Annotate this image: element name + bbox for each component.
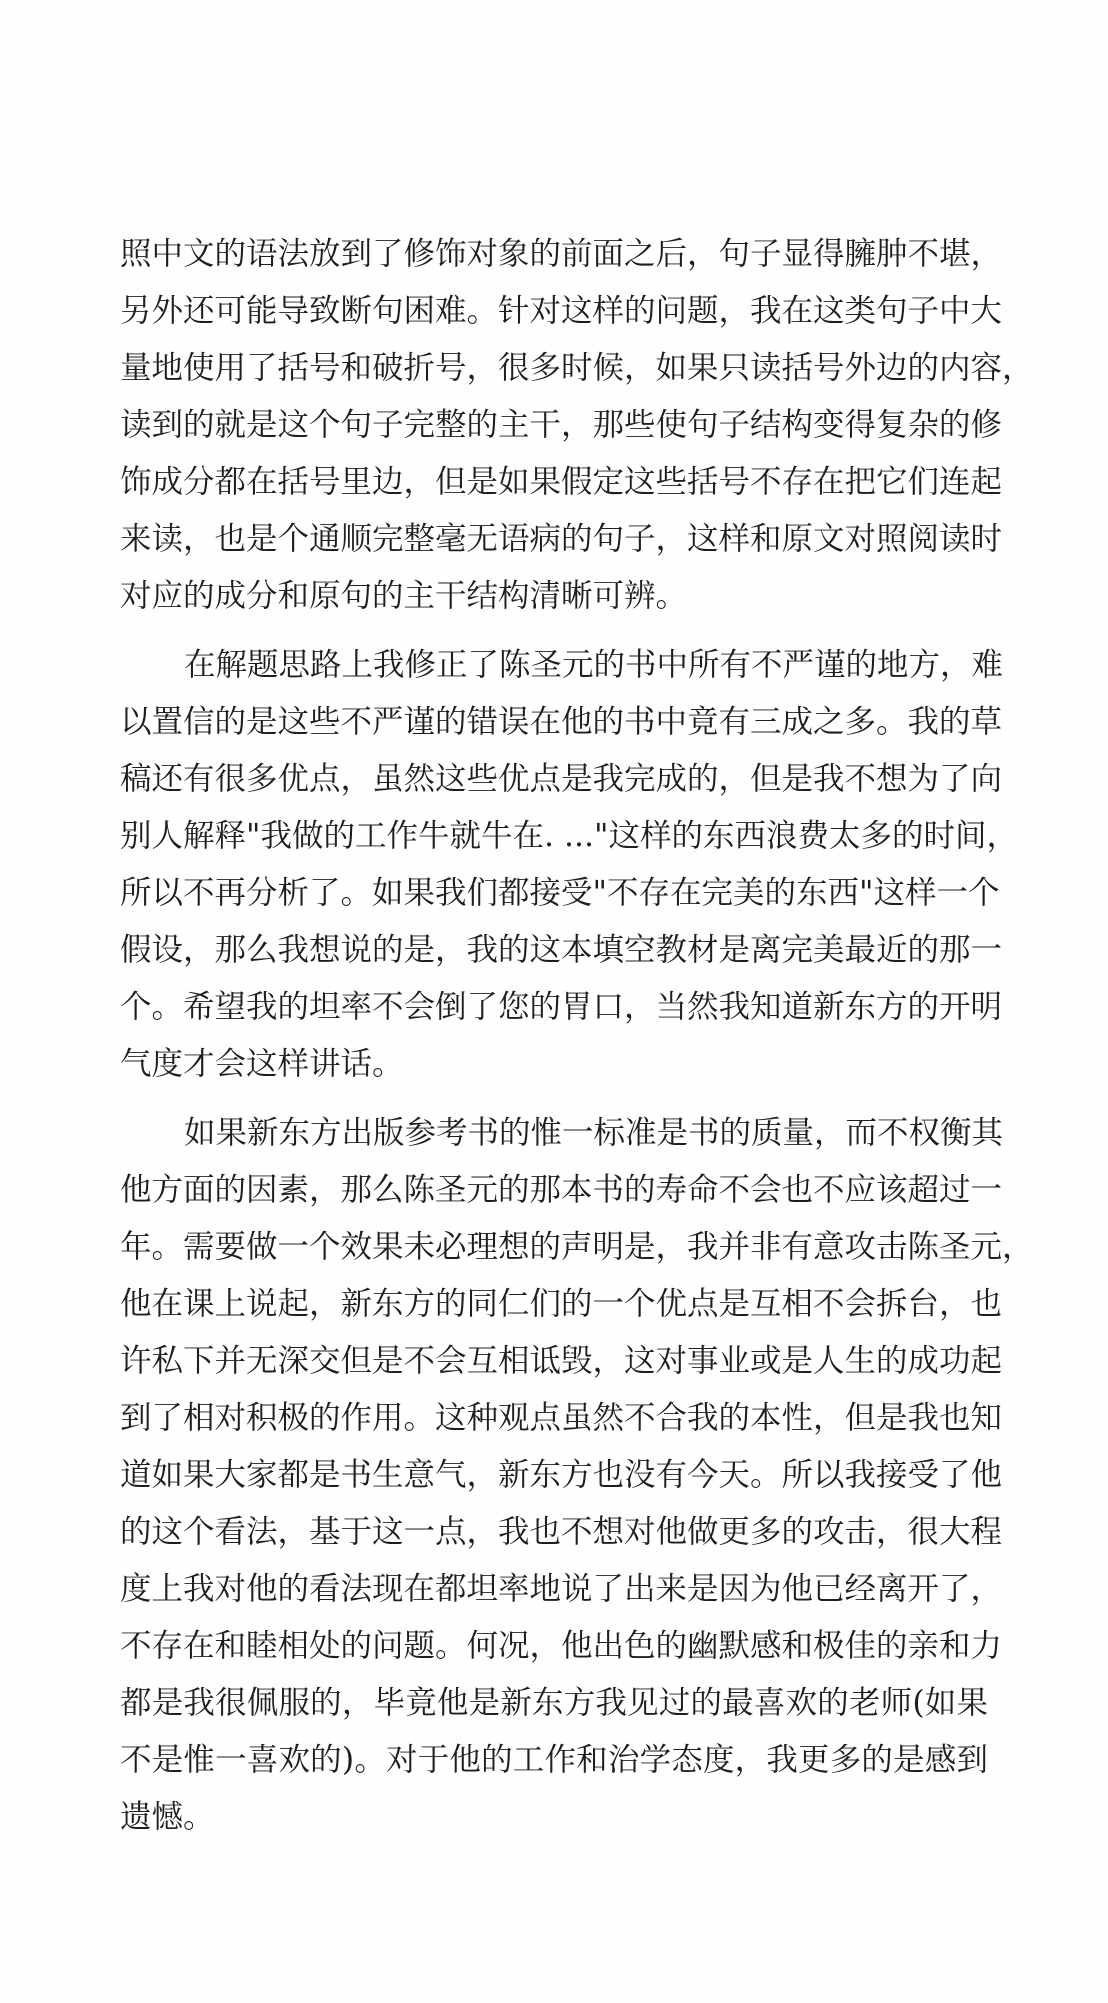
text-line: 气度才会这样讲话。 [120, 1046, 404, 1082]
text-line: 另外还可能导致断句困难。针对这样的问题，我在这类句子中大 [120, 293, 1003, 329]
text-line: 许私下并无深交但是不会互相诋毁，这对事业或是人生的成功起 [120, 1343, 1003, 1379]
text-line: 别人解释"我做的工作牛就牛在. ..."这样的东西浪费太多的时间， [120, 818, 1019, 854]
text-line: 在解题思路上我修正了陈圣元的书中所有不严谨的地方，难 [184, 647, 1004, 683]
text-line: 都是我很佩服的，毕竟他是新东方我见过的最喜欢的老师(如果 [120, 1685, 988, 1721]
text-line: 年。需要做一个效果未必理想的声明是，我并非有意攻击陈圣元， [120, 1229, 1034, 1265]
text-line: 对应的成分和原句的主干结构清晰可辨。 [120, 578, 688, 614]
text-line: 稿还有很多优点，虽然这些优点是我完成的，但是我不想为了向 [120, 761, 1003, 797]
text-line: 不是惟一喜欢的)。对于他的工作和治学态度，我更多的是感到 [120, 1742, 988, 1778]
text-line: 读到的就是这个句子完整的主干，那些使句子结构变得复杂的修 [120, 407, 1003, 443]
text-line: 假设，那么我想说的是，我的这本填空教材是离完美最近的那一 [120, 932, 1003, 968]
text-line: 以置信的是这些不严谨的错误在他的书中竟有三成之多。我的草 [120, 704, 1003, 740]
paragraph-spacer [120, 625, 988, 637]
text-line: 道如果大家都是书生意气，新东方也没有今天。所以我接受了他 [120, 1457, 1003, 1493]
text-line: 不存在和睦相处的问题。何况，他出色的幽默感和极佳的亲和力 [120, 1628, 1003, 1664]
text-line: 所以不再分析了。如果我们都接受"不存在完美的东西"这样一个 [120, 875, 1000, 911]
text-line: 到了相对积极的作用。这种观点虽然不合我的本性，但是我也知 [120, 1400, 1003, 1436]
paragraph-2 [120, 637, 1019, 1093]
text-line: 遗憾。 [120, 1799, 215, 1835]
text-line: 来读，也是个通顺完整毫无语病的句子，这样和原文对照阅读时 [120, 521, 1003, 557]
paragraph-1 [120, 226, 1034, 625]
text-line: 照中文的语法放到了修饰对象的前面之后，句子显得臃肿不堪， [120, 236, 1003, 272]
text-line: 量地使用了括号和破折号，很多时候，如果只读括号外边的内容， [120, 350, 1034, 386]
document-body [120, 226, 1034, 1846]
text-line: 他方面的因素，那么陈圣元的那本书的寿命不会也不应该超过一 [120, 1172, 1003, 1208]
text-line: 度上我对他的看法现在都坦率地说了出来是因为他已经离开了， [120, 1571, 1003, 1607]
paragraph-spacer [120, 1093, 988, 1105]
paragraph-3 [120, 1105, 1034, 1846]
text-line: 个。希望我的坦率不会倒了您的胃口，当然我知道新东方的开明 [120, 989, 1003, 1025]
text-line: 如果新东方出版参考书的惟一标准是书的质量，而不权衡其 [184, 1115, 1004, 1151]
text-line: 饰成分都在括号里边，但是如果假定这些括号不存在把它们连起 [120, 464, 1003, 500]
text-line: 的这个看法，基于这一点，我也不想对他做更多的攻击，很大程 [120, 1514, 1003, 1550]
text-line: 他在课上说起，新东方的同仁们的一个优点是互相不会拆台，也 [120, 1286, 1003, 1322]
